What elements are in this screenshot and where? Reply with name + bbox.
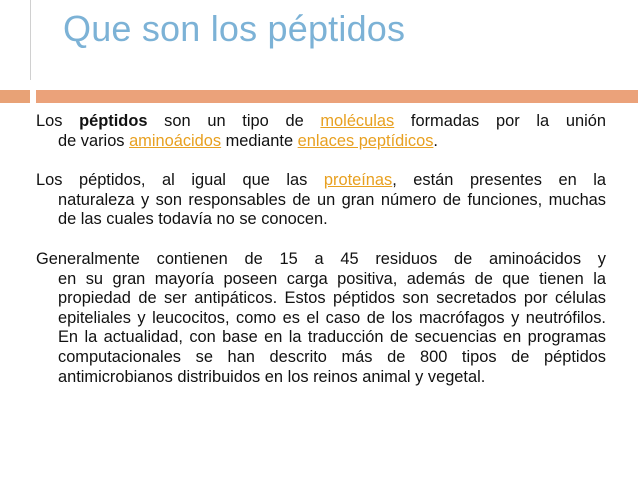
slide-body [36,112,606,407]
paragraph-2 [36,171,606,230]
paragraph-1 [36,112,606,151]
divider-line [36,90,638,103]
link-moleculas[interactable]: moléculas [320,112,395,130]
link-enlaces-peptidicos[interactable]: enlaces peptídicos [297,131,434,150]
title-divider [0,90,638,103]
link-aminoacidos[interactable]: aminoácidos [129,131,222,150]
link-proteinas[interactable]: proteínas [323,171,393,190]
paragraph-3-continuation: en su gran mayoría poseen carga positiva, además de que tienen la propiedad de ser antipáticos. Estos péptidos son secretados por células epiteliales y leucocitos, como es el caso de los macrófagos y neutrófilos. En la actualidad, con base en la traducción de secuencias en programas computacionales se han descrito más de 800 tipos de péptidos antimicrobianos distribuidos en los reinos animal y vegetal. [58,269,606,386]
text-run: Los [36,112,80,130]
paragraph-2-line-1 [36,171,606,191]
bold-term: péptidos [79,112,148,130]
paragraph-1-continuation [36,132,606,152]
slide-title: Que son los péptidos [63,8,406,49]
text-run: mediante [221,131,298,150]
text-run: de varios [58,131,130,150]
paragraph-2-continuation: naturaleza y son responsables de un gran número de funciones, muchas de las cuales todavía no se conocen. [58,190,606,229]
text-run: Los péptidos, al igual que las [36,171,324,190]
text-run: . [433,131,438,150]
text-run: , están presentes en la [392,171,606,190]
paragraph-1-line-1 [36,112,606,132]
text-run: son un tipo de [147,112,321,130]
divider-block [0,90,30,103]
text-run: formadas por la unión [394,112,606,130]
paragraph-3-line-1: Generalmente contienen de 15 a 45 residuos de aminoácidos y [36,249,606,268]
left-border [0,0,31,80]
paragraph-3 [36,250,606,387]
